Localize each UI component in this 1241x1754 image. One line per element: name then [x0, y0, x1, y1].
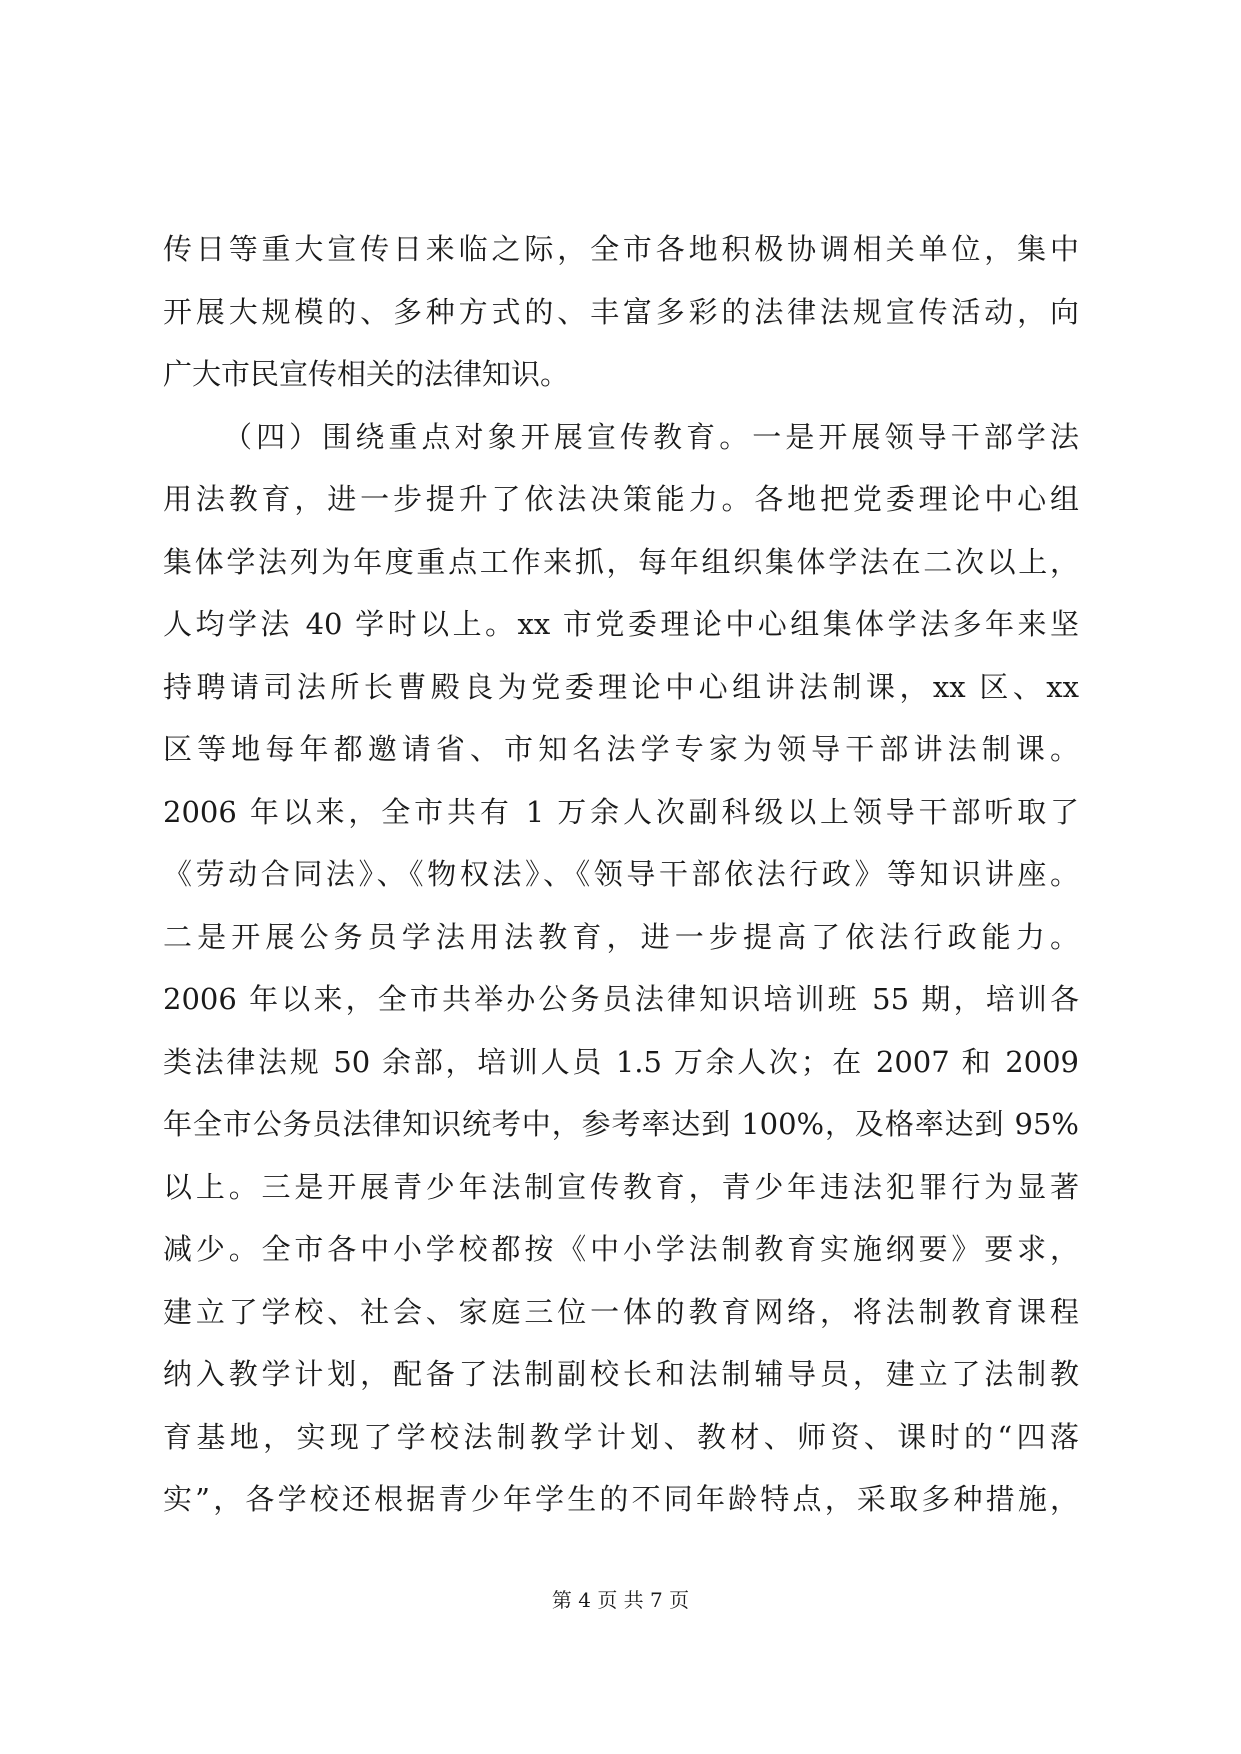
- text-line: 实”，各学校还根据青少年学生的不同年龄特点，采取多种措施，: [163, 1482, 1079, 1516]
- text-line: 育基地，实现了学校法制教学计划、教材、师资、课时的“四落: [163, 1419, 1079, 1454]
- text-line: 传日等重大宣传日来临之际，全市各地积极协调相关单位，集中: [163, 232, 1079, 266]
- text-line: 用法教育，进一步提升了依法决策能力。各地把党委理论中心组: [163, 482, 1079, 516]
- text-line: 2006 年以来，全市共举办公务员法律知识培训班 55 期，培训各: [163, 982, 1079, 1016]
- text-line: 建立了学校、社会、家庭三位一体的教育网络，将法制教育课程: [163, 1294, 1079, 1329]
- text-line: 以上。三是开展青少年法制宣传教育，青少年违法犯罪行为显著: [163, 1169, 1079, 1204]
- text-line: 开展大规模的、多种方式的、丰富多彩的法律法规宣传活动，向: [163, 294, 1079, 329]
- paragraph-start-line: （四）围绕重点对象开展宣传教育。一是开展领导干部学法: [223, 419, 1079, 454]
- text-line: 区等地每年都邀请省、市知名法学专家为领导干部讲法制课。: [163, 732, 1079, 766]
- text-line: 二是开展公务员学法用法教育，进一步提高了依法行政能力。: [163, 919, 1079, 954]
- body-text: [163, 224, 1079, 1537]
- text-line: 人均学法 40 学时以上。xx 市党委理论中心组集体学法多年来坚: [163, 607, 1079, 641]
- text-line: 持聘请司法所长曹殿良为党委理论中心组讲法制课，xx 区、xx: [163, 669, 1079, 704]
- page-number-footer: 第 4 页 共 7 页: [551, 1588, 690, 1612]
- text-line: 2006 年以来，全市共有 1 万余人次副科级以上领导干部听取了: [163, 794, 1079, 829]
- text-line: 《劳动合同法》、《物权法》、《领导干部依法行政》等知识讲座。: [163, 857, 1079, 891]
- text-line: 集体学法列为年度重点工作来抓，每年组织集体学法在二次以上，: [163, 544, 1079, 579]
- text-line: 纳入教学计划，配备了法制副校长和法制辅导员，建立了法制教: [163, 1357, 1079, 1391]
- text-line: 减少。全市各中小学校都按《中小学法制教育实施纲要》要求，: [163, 1232, 1079, 1266]
- text-line: 广大市民宣传相关的法律知识。: [163, 357, 570, 391]
- text-line: 年全市公务员法律知识统考中，参考率达到 100%，及格率达到 95%: [163, 1107, 1079, 1141]
- text-line: 类法律法规 50 余部，培训人员 1.5 万余人次；在 2007 和 2009: [163, 1044, 1079, 1079]
